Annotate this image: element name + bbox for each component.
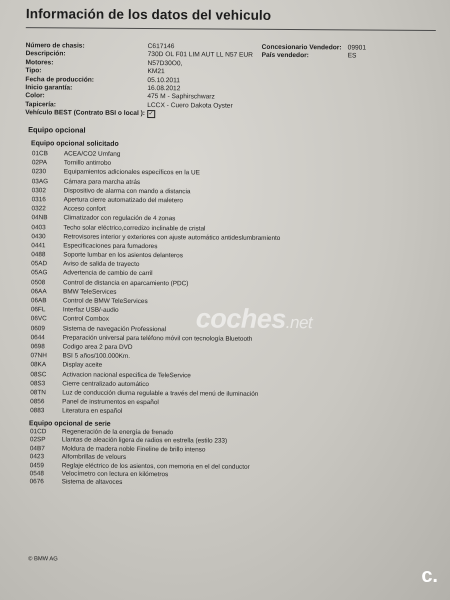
equipment-description: BMW TeleServices — [62, 288, 117, 296]
equipment-code: 06VC — [30, 315, 47, 323]
equipment-code: 0430 — [31, 232, 46, 240]
series-equipment-heading: Equipo opcional de serie — [29, 420, 111, 428]
equipment-description: Tornillo antirrobo — [63, 159, 112, 167]
country-value: ES — [347, 52, 357, 60]
equipment-code: 02SP — [29, 436, 46, 444]
equipment-description: Regeneración de la energía de frenado — [61, 428, 174, 437]
equipment-code: 01CB — [31, 150, 48, 158]
series-equipment-list — [30, 428, 250, 488]
equipment-code: 07NH — [30, 352, 47, 360]
equipment-description: Alfombrillas de velours — [61, 453, 127, 462]
optional-equipment-heading: Equipo opcional — [28, 125, 86, 135]
title-divider — [26, 27, 436, 31]
equipment-description: ACEA/CO2 Umfang — [63, 150, 121, 158]
equipment-code: 0548 — [29, 470, 44, 478]
equipment-description: Cámara para marcha atrás — [63, 177, 141, 186]
equipment-description: Advertencia de cambio de carril — [63, 269, 153, 278]
equipment-code: 0459 — [29, 461, 44, 469]
color-value: 475 M - Saphirschwarz — [147, 93, 215, 101]
equipment-description: Activacion nacional especifica de TeleService — [62, 370, 191, 379]
description-value: 730D OL F01 LIM AUT LL N57 EUR — [147, 51, 253, 60]
corner-logo: c. — [421, 565, 438, 587]
equipment-code: 0676 — [29, 478, 44, 486]
equipment-code: 0403 — [31, 223, 46, 231]
equipment-description: Retrovisores interior y exteriores con ajuste automático antideslumbramiento — [63, 233, 281, 242]
equipment-description: Llantas de aleación ligera de radios en estrella (estilo 233) — [61, 436, 228, 445]
equipment-description: Acceso confort — [63, 205, 106, 213]
meta-row-best — [25, 109, 387, 120]
equipment-code: 0423 — [29, 453, 45, 461]
equipment-description: Cierre centralizado automático — [62, 380, 150, 388]
equipment-code: 0488 — [31, 251, 46, 259]
equipment-code: 04NB — [31, 214, 48, 222]
equipment-code: 05AD — [31, 260, 48, 268]
watermark-logo — [196, 303, 313, 335]
equipment-code: 0698 — [30, 343, 45, 351]
production-value: 05.10.2011 — [147, 76, 180, 84]
equipment-code: 0644 — [30, 333, 45, 342]
equipment-code: 01CD — [29, 428, 47, 436]
equipment-description: Control de distancia en aparcamiento (PDC) — [63, 279, 189, 287]
country-label: País vendedor: — [261, 52, 309, 60]
requested-equipment-list — [30, 149, 281, 417]
copyright-footer: © BMW AG — [28, 556, 58, 563]
equipment-description: Moldura de madera noble Fineline de brillo intenso — [61, 445, 206, 454]
equipment-code: 06AA — [30, 288, 47, 296]
equipment-code: 04B7 — [29, 444, 45, 453]
chassis-value: C617146 — [147, 43, 175, 51]
equipment-item — [30, 406, 279, 417]
equipment-code: 0322 — [31, 205, 46, 213]
equipment-code: 06FL — [30, 306, 46, 314]
equipment-description: Display aceite — [62, 361, 103, 370]
watermark-main-text: coches — [195, 303, 286, 334]
equipment-description: BSI 5 años/100.000Km. — [62, 352, 131, 361]
equipment-description: Dispositivo de alarma con mando a distancia — [63, 187, 191, 196]
vehicle-meta-block — [25, 42, 388, 120]
type-value: KM21 — [147, 68, 165, 76]
warranty-label: Inicio garantía: — [25, 84, 73, 92]
equipment-description: Sistema de altavoces — [61, 478, 123, 487]
equipment-description: Aviso de salida de trayecto — [63, 260, 140, 269]
equipment-code: 0609 — [30, 324, 45, 332]
equipment-code: 05AG — [31, 269, 48, 277]
equipment-code: 0441 — [31, 242, 46, 250]
equipment-description: Apertura cierre automatizado del maletero — [63, 196, 183, 205]
best-label: Vehículo BEST (Contrato BSI o local ): — [25, 109, 146, 118]
equipment-code: 0316 — [31, 196, 46, 204]
equipment-description: Velocímetro con lectura en kilómetros — [61, 470, 169, 479]
chassis-label: Número de chasis: — [25, 42, 85, 50]
equipment-description: Especificaciones para fumadores — [63, 242, 158, 250]
watermark-suffix-text: .net — [285, 312, 313, 333]
requested-equipment-heading: Equipo opcional solicitado — [30, 140, 119, 148]
equipment-description: Panel de instrumentos en español — [62, 398, 159, 407]
upholstery-value: LCCX - Cuero Dakota Oyster — [147, 101, 233, 110]
equipment-code: 0856 — [30, 398, 45, 406]
equipment-code: 08KA — [30, 361, 47, 369]
dealer-value: 09901 — [347, 44, 367, 52]
best-checkbox: ✓ — [148, 111, 154, 118]
equipment-code: 02PA — [31, 159, 48, 167]
equipment-code: 0302 — [31, 186, 46, 195]
equipment-description: Climatizador con regulación de 4 zonas — [63, 214, 176, 223]
color-label: Color: — [25, 92, 45, 100]
equipment-description: Interfaz USB/-audio — [62, 306, 119, 315]
equipment-description: Soporte lumbar en los asientos delanteros — [63, 251, 183, 260]
equipment-code: 03AG — [31, 177, 49, 185]
equipment-code: 08TN — [30, 389, 46, 397]
engines-value: N57D30O0, — [147, 59, 183, 68]
description-label: Descripción: — [25, 50, 66, 58]
warranty-value: 16.08.2012 — [147, 84, 181, 93]
equipment-description: Reglaje eléctrico de los asientos, con memoria en el del conductor — [61, 461, 250, 471]
equipment-item — [30, 479, 250, 489]
production-label: Fecha de producción: — [25, 75, 94, 84]
equipment-description: Control de BMW TeleServices — [62, 297, 148, 306]
type-label: Tipo: — [25, 67, 42, 75]
engines-label: Motores: — [25, 58, 54, 67]
equipment-code: 08S3 — [30, 379, 46, 387]
equipment-description: Literatura en español — [62, 407, 123, 416]
equipment-description: Techo solar eléctrico,corredizo inclinable de cristal — [63, 223, 206, 232]
equipment-code: 0883 — [30, 407, 45, 415]
equipment-code: 0508 — [31, 278, 46, 286]
equipment-description: Equipamientos adicionales específicos en la UE — [63, 168, 200, 177]
equipment-description: Control Combox — [62, 315, 109, 324]
equipment-description: Luz de conducción diurna regulable a través del menú de iluminación — [62, 389, 259, 398]
equipment-description: Codigo area 2 para DVD — [62, 343, 133, 351]
equipment-code: 06AB — [30, 297, 47, 305]
dealer-label: Concesionario Vendedor: — [261, 43, 342, 52]
equipment-description: Sistema de navegación Professional — [62, 324, 167, 333]
equipment-code: 08SC — [30, 370, 47, 378]
equipment-code: 0230 — [31, 168, 47, 176]
equipment-description: Preparación universal para teléfono móvil con tecnología Bluetooth — [62, 334, 253, 343]
upholstery-label: Tapicería: — [25, 100, 56, 109]
page-title: Información de los datos del vehiculo — [25, 6, 272, 23]
